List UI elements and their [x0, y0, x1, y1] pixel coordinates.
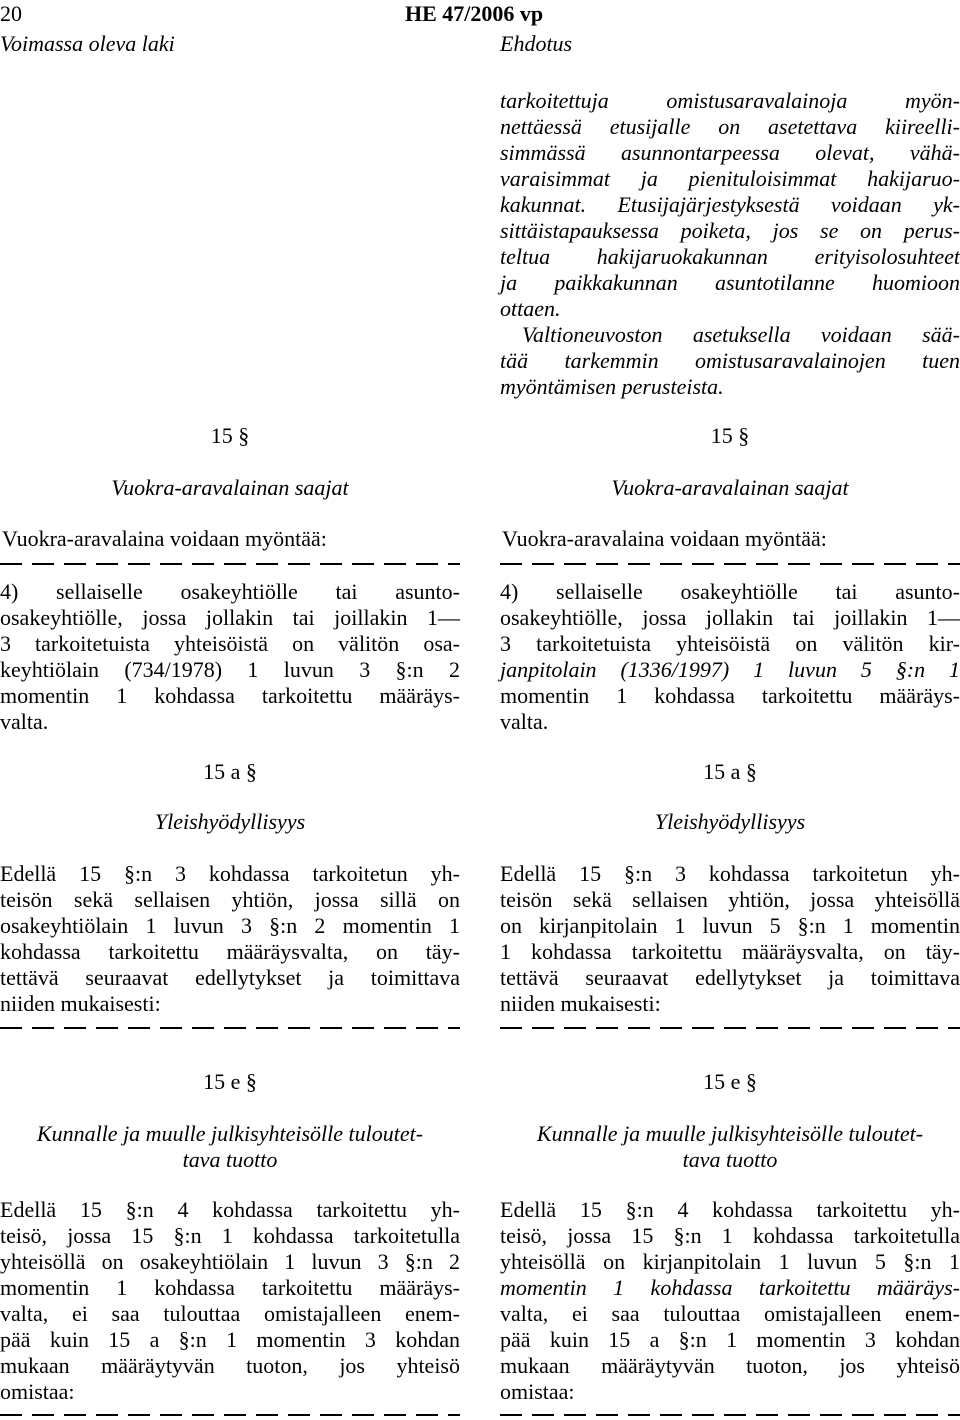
- paragraph-line: osakeyhtiölle, jossa jollakin tai joillakin 1—: [0, 605, 460, 630]
- paragraph-line: momentin 1 kohdassa tarkoitettu määräys-: [0, 683, 460, 708]
- paragraph-line: 3 tarkoitetuista yhteisöistä on välitön osa-: [0, 631, 460, 656]
- document-id: HE 47/2006 vp: [405, 1, 544, 26]
- omission-dashes: [0, 1414, 460, 1416]
- section-15e-number: 15 e §: [203, 1069, 257, 1094]
- left-column-title: Voimassa oleva laki: [0, 31, 175, 56]
- paragraph-line: Edellä 15 §:n 3 kohdassa tarkoitetun yh-: [0, 861, 460, 886]
- omission-dashes: [500, 563, 960, 565]
- paragraph-line: janpitolain (1336/1997) 1 luvun 5 §:n 1: [500, 657, 960, 682]
- paragraph-line: valta, ei saa tulouttaa omistajalleen enem-: [500, 1301, 960, 1326]
- paragraph-line: varaisimmat ja pienituloisimmat hakijaruo-: [500, 166, 960, 191]
- section-15a-heading: Yleishyödyllisyys: [654, 809, 806, 834]
- paragraph-line: pää kuin 15 a §:n 1 momentin 3 kohdan: [0, 1327, 460, 1352]
- paragraph-line: mukaan määräytyvän tuoton, jos yhteisö: [500, 1353, 960, 1378]
- paragraph-line: kakunnat. Etusijajärjestyksestä voidaan yk-: [500, 192, 960, 217]
- paragraph-line: tää tarkemmin omistusaravalainojen tuen: [500, 348, 960, 373]
- paragraph-line: pää kuin 15 a §:n 1 momentin 3 kohdan: [500, 1327, 960, 1352]
- paragraph-line: valta, ei saa tulouttaa omistajalleen enem-: [0, 1301, 460, 1326]
- paragraph-line: teisön sekä sellaisen yhtiön, jossa sillä on: [0, 887, 460, 912]
- paragraph-line: myöntämisen perusteista.: [500, 374, 724, 399]
- section-15e-heading: Kunnalle ja muulle julkisyhteisölle tuloutet-: [536, 1121, 924, 1146]
- section-15e-heading: tava tuotto: [682, 1147, 778, 1172]
- paragraph-line: 3 tarkoitetuista yhteisöistä on välitön kir-: [500, 631, 960, 656]
- paragraph-line: teisö, jossa 15 §:n 1 kohdassa tarkoitetulla: [0, 1223, 460, 1248]
- paragraph-line: on kirjanpitolain 1 luvun 5 §:n 1 momentin: [500, 913, 960, 938]
- paragraph-line: ottaen.: [500, 296, 561, 321]
- paragraph-line: keyhtiölain (734/1978) 1 luvun 3 §:n 2: [0, 657, 460, 682]
- omission-dashes: [0, 1027, 460, 1029]
- paragraph-line: niiden mukaisesti:: [0, 991, 161, 1016]
- paragraph-line: tettävä seuraavat edellytykset ja toimittava: [0, 965, 460, 990]
- paragraph-line: valta.: [500, 709, 549, 734]
- paragraph-line: Edellä 15 §:n 4 kohdassa tarkoitettu yh-: [500, 1197, 960, 1222]
- section-15-intro: Vuokra-aravalaina voidaan myöntää:: [2, 526, 327, 551]
- paragraph-line: valta.: [0, 709, 49, 734]
- section-15a-number: 15 a §: [203, 759, 257, 784]
- omission-dashes: [0, 563, 460, 565]
- paragraph-line: tettävä seuraavat edellytykset ja toimittava: [500, 965, 960, 990]
- paragraph-line: tarkoitettuja omistusaravalainoja myön-: [500, 88, 960, 113]
- page-number: 20: [0, 1, 22, 26]
- paragraph-line: teisö, jossa 15 §:n 1 kohdassa tarkoitetulla: [500, 1223, 960, 1248]
- section-15-number: 15 §: [210, 423, 250, 448]
- right-column-title: Ehdotus: [500, 31, 573, 56]
- paragraph-line: simmässä asunnontarpeessa olevat, vähä-: [500, 140, 960, 165]
- paragraph-line: osakeyhtiölain 1 luvun 3 §:n 2 momentin 1: [0, 913, 460, 938]
- paragraph-line: omistaa:: [500, 1379, 575, 1404]
- paragraph-line: Valtioneuvoston asetuksella voidaan sää-: [522, 322, 960, 347]
- section-15-intro: Vuokra-aravalaina voidaan myöntää:: [502, 526, 827, 551]
- paragraph-line: momentin 1 kohdassa tarkoitettu määräys-: [500, 683, 960, 708]
- section-15e-number: 15 e §: [703, 1069, 757, 1094]
- paragraph-line: momentin 1 kohdassa tarkoitettu määräys-: [500, 1275, 960, 1300]
- paragraph-line: osakeyhtiölle, jossa jollakin tai joillakin 1—: [500, 605, 960, 630]
- paragraph-line: 1 kohdassa tarkoitettu määräysvalta, on täy-: [500, 939, 960, 964]
- section-15-heading: Vuokra-aravalainan saajat: [611, 475, 849, 500]
- paragraph-line: kohdassa tarkoitettu määräysvalta, on täy-: [0, 939, 460, 964]
- paragraph-line: nettäessä etusijalle on asetettava kiireelli-: [500, 114, 960, 139]
- paragraph-line: omistaa:: [0, 1379, 75, 1404]
- section-15a-heading: Yleishyödyllisyys: [154, 809, 306, 834]
- paragraph-line: momentin 1 kohdassa tarkoitettu määräys-: [0, 1275, 460, 1300]
- paragraph-line: 4) sellaiselle osakeyhtiölle tai asunto-: [500, 579, 960, 604]
- paragraph-line: teisön sekä sellaisen yhtiön, jossa yhteisöllä: [500, 887, 960, 912]
- paragraph-line: teltua hakijaruokakunnan erityisolosuhteet: [500, 244, 960, 269]
- section-15e-heading: Kunnalle ja muulle julkisyhteisölle tuloutet-: [36, 1121, 424, 1146]
- paragraph-line: niiden mukaisesti:: [500, 991, 661, 1016]
- paragraph-line: sittäistapauksessa poiketa, jos se on perus-: [500, 218, 960, 243]
- section-15e-heading: tava tuotto: [182, 1147, 278, 1172]
- paragraph-line: Edellä 15 §:n 3 kohdassa tarkoitetun yh-: [500, 861, 960, 886]
- section-15-heading: Vuokra-aravalainan saajat: [111, 475, 349, 500]
- paragraph-line: mukaan määräytyvän tuoton, jos yhteisö: [0, 1353, 460, 1378]
- section-15a-number: 15 a §: [703, 759, 757, 784]
- omission-dashes: [500, 1027, 960, 1029]
- paragraph-line: Edellä 15 §:n 4 kohdassa tarkoitettu yh-: [0, 1197, 460, 1222]
- paragraph-line: yhteisöllä on kirjanpitolain 1 luvun 5 §:n 1: [500, 1249, 960, 1274]
- paragraph-line: ja paikkakunnan asuntotilanne huomioon: [500, 270, 960, 295]
- paragraph-line: yhteisöllä on osakeyhtiölain 1 luvun 3 §:n 2: [0, 1249, 460, 1274]
- omission-dashes: [500, 1414, 960, 1416]
- paragraph-line: 4) sellaiselle osakeyhtiölle tai asunto-: [0, 579, 460, 604]
- section-15-number: 15 §: [710, 423, 750, 448]
